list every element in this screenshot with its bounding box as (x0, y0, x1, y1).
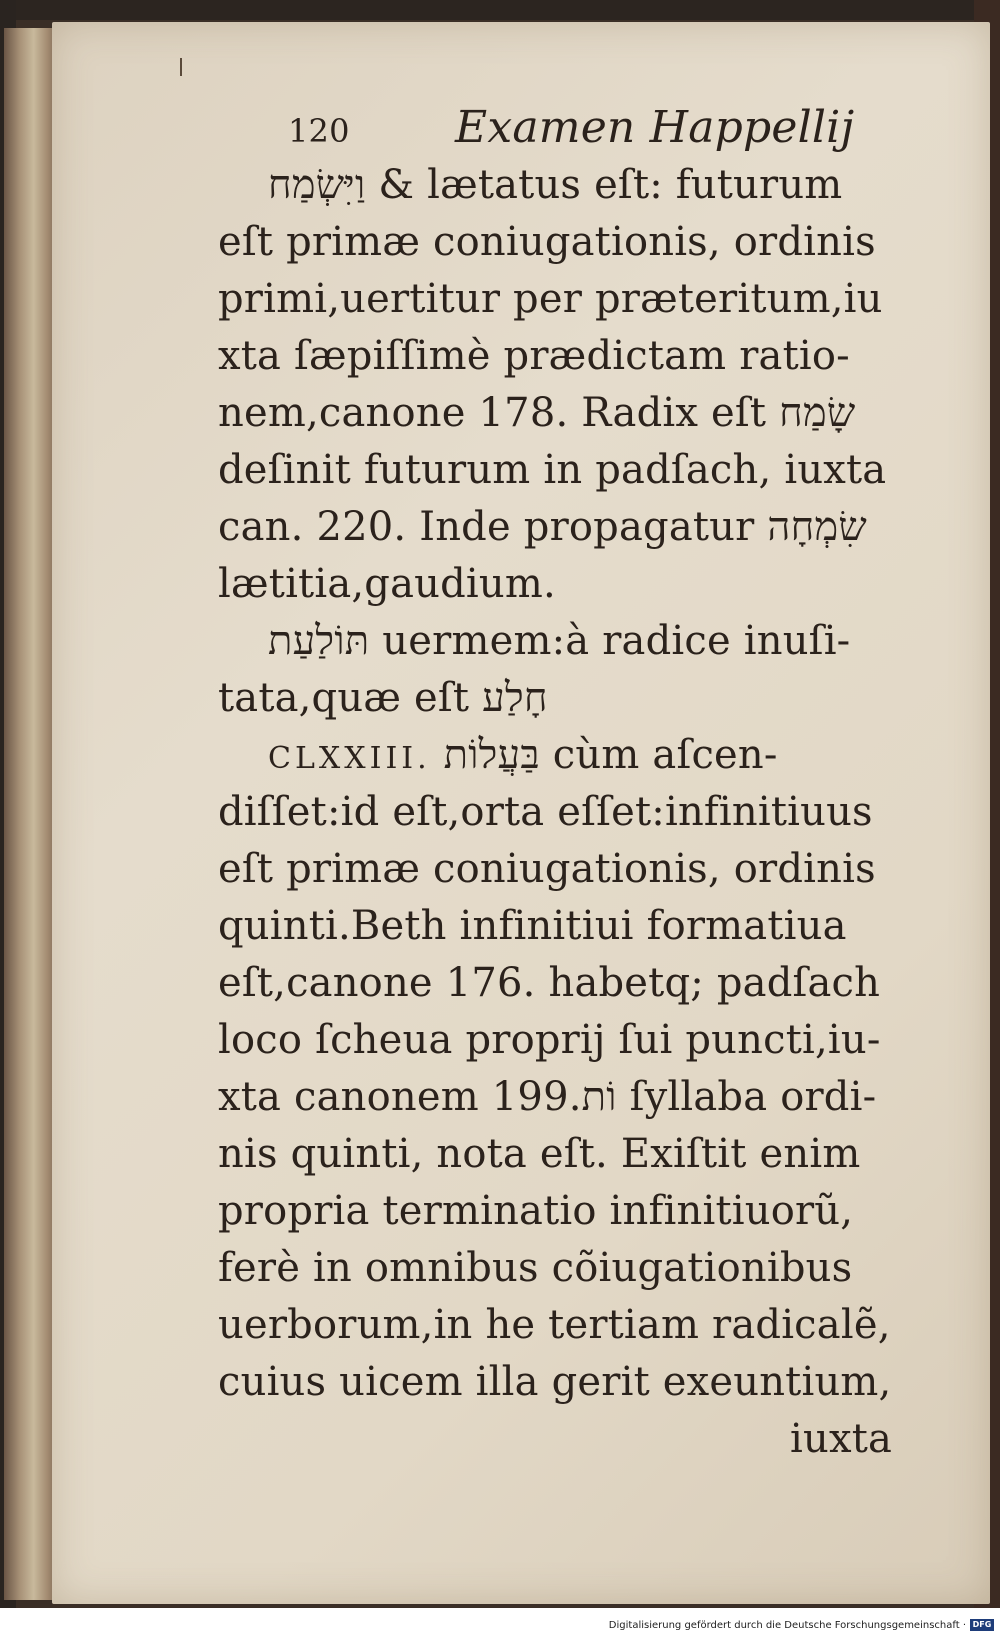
hebrew-word: שִׂמְחָה (767, 504, 867, 550)
line-text: eſt,canone 176. habetq; padſach (218, 960, 881, 1006)
running-head: Examen Happellij (455, 102, 855, 153)
line-text: nem,canone 178. Radix eſt (218, 390, 780, 436)
text-line (218, 333, 850, 379)
text-line (218, 846, 876, 892)
line-text: cuius uicem illa gerit exeuntium, (218, 1359, 892, 1405)
line-text: cùm aſcen- (539, 732, 778, 778)
text-line (218, 1074, 877, 1120)
text-line (218, 1302, 891, 1348)
ink-mark (180, 58, 182, 76)
line-text: can. 220. Inde propagatur (218, 504, 768, 550)
digitization-note: Digitalisierung gefördert durch die Deutsche Forschungsgemeinschaft · (608, 1620, 966, 1631)
text-line (268, 618, 851, 664)
scan-top-border (0, 0, 1000, 22)
text-line (218, 1245, 853, 1291)
text-line (218, 675, 548, 721)
text-line (218, 1131, 861, 1177)
text-line (218, 561, 556, 607)
text-line (218, 276, 883, 322)
line-text: primi,uertitur per præteritum,iu (218, 276, 883, 322)
hebrew-word: וֹת (581, 1074, 617, 1120)
line-text: nis quinti, nota eſt. Exiſtit enim (218, 1131, 861, 1177)
line-text: ſyllaba ordi- (616, 1074, 877, 1120)
text-line (218, 1017, 881, 1063)
chapter-number: CLXXIII. (268, 741, 431, 776)
line-text: eſt primæ coniugationis, ordinis (218, 846, 876, 892)
text-line (218, 447, 887, 493)
text-line (218, 504, 867, 550)
text-line (790, 1416, 893, 1462)
line-text: loco ſcheua proprij ſui puncti,iu- (218, 1017, 881, 1063)
text-line (218, 789, 873, 835)
text-line (218, 390, 856, 436)
text-line (268, 162, 843, 208)
line-text: & lætatus eſt: futurum (365, 162, 843, 208)
text-line (268, 732, 778, 778)
line-text: uermem:à radice inuſi- (369, 618, 851, 664)
line-text: ferè in omnibus cõiugationibus (218, 1245, 853, 1291)
line-text: propria terminatio infinitiuorũ, (218, 1188, 854, 1234)
line-text: uerborum,in he tertiam radicalẽ, (218, 1302, 891, 1348)
line-text: deſinit futurum in padſach, iuxta (218, 447, 887, 493)
line-text: xta canonem 199. (218, 1074, 582, 1120)
hebrew-word: תּוֹלַעַת (268, 618, 370, 664)
text-line (218, 1188, 854, 1234)
page-stack-edge (4, 28, 58, 1600)
text-line (218, 960, 881, 1006)
hebrew-word: חָלַע (482, 675, 548, 721)
dfg-logo: DFG (970, 1619, 994, 1631)
hebrew-word: בַּעֲלוֹת (443, 732, 540, 778)
line-text: eſt primæ coniugationis, ordinis (218, 219, 876, 265)
hebrew-word: שָׂמַח (779, 390, 856, 436)
line-text: tata,quæ eſt (218, 675, 483, 721)
line-text: lætitia,gaudium. (218, 561, 556, 607)
line-text: xta ſæpiſſimè prædictam ratio- (218, 333, 850, 379)
text-line (218, 1359, 892, 1405)
text-line (218, 903, 847, 949)
line-text: diſſet:id eſt,orta eſſet:infinitiuus (218, 789, 873, 835)
line-text: quinti.Beth infinitiui formatiua (218, 903, 847, 949)
hebrew-word: וַיִּשְׂמַח (268, 162, 366, 208)
text-line (218, 219, 876, 265)
page-number: 120 (288, 112, 350, 150)
line-text: iuxta (790, 1416, 893, 1462)
